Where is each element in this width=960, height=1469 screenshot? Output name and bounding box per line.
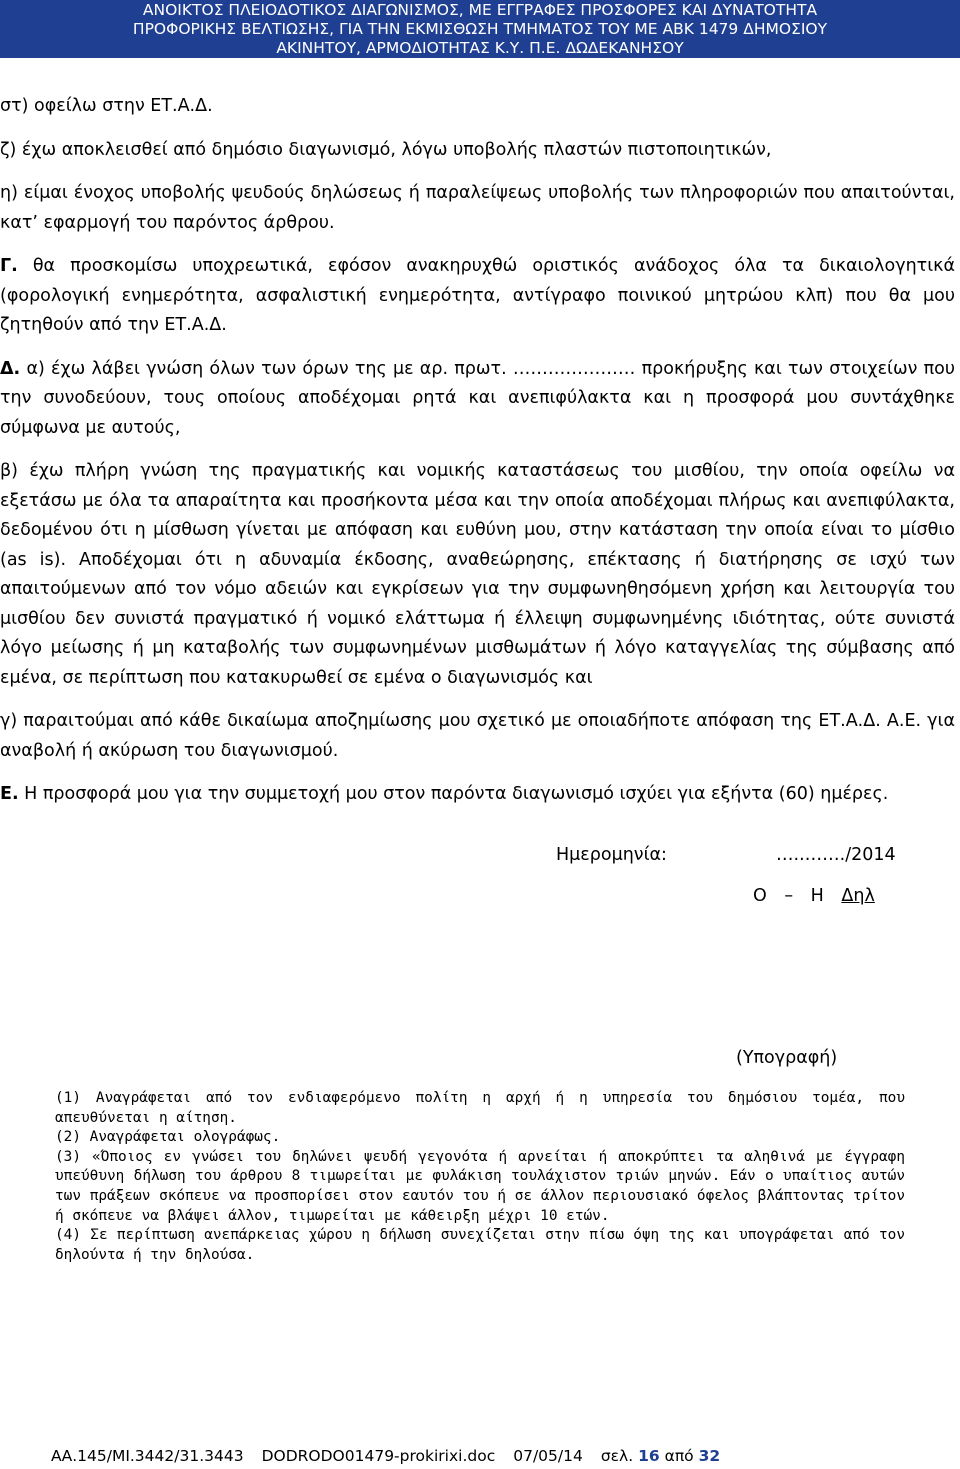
page-footer (51, 1447, 738, 1465)
footnote-2: (2) Αναγράφεται ολογράφως. (55, 1129, 281, 1146)
footnote-3: (3) «Όποιος εν γνώσει του δηλώνει ψευδή γεγονότα ή αρνείται ή αποκρύπτει τα αληθινά με έγγραφη υπεύθυνη δήλωση του άρθρου 8 τιμωρείται με φυλάκιση τουλάχιστον τριών μηνών. Εάν ο υπαίτιος αυτών των πράξεων σκόπευε να προσπορίσει στον εαυτόν του ή σε άλλον περιουσιακό όφελος βλάπτοντας τρίτον ή σκόπευε να βλάψει άλλον, τιμωρείται με κάθειρξη μέχρι 10 ετών. (55, 1148, 905, 1224)
footer-page-mid: από (664, 1447, 694, 1465)
document-body (0, 92, 955, 810)
section-d-a-text: α) έχω λάβει γνώση όλων των όρων της με αρ. πρωτ. ………………… προκήρυξης και των στοιχείων που την συνοδεύουν, τους οποίους αποδέχομαι ρητά και ανεπιφύλακτα και η προσφορά μου συντάχθηκε σύμφωνα με αυτούς, (0, 358, 955, 438)
footer-page-total: 32 (698, 1447, 721, 1465)
section-g (0, 252, 955, 341)
date-line (556, 845, 896, 865)
footer-filename: DODRODO01479-prokirixi.doc (261, 1447, 496, 1465)
clause-h: η) είμαι ένοχος υποβολής ψευδούς δηλώσεως ή παραλείψεως υποβολής των πληροφοριών που απαιτούνται, κατ’ εφαρμογή του παρόντος άρθρου. (0, 183, 955, 233)
clause-d-c: γ) παραιτούμαι από κάθε δικαίωμα αποζημίωσης μου σχετικό με οποιαδήποτε απόφαση της ΕΤ.Α.Δ. Α.Ε. για αναβολή ή ακύρωση του διαγωνισμού. (0, 711, 955, 761)
section-e-heading: Ε. (0, 784, 19, 804)
footer-page (601, 1447, 720, 1465)
signer-link[interactable]: Δηλ (841, 886, 875, 906)
footer-date: 07/05/14 (513, 1447, 583, 1465)
header-line-2: ΠΡΟΦΟΡΙΚΗΣ ΒΕΛΤΙΩΣΗΣ, ΓΙΑ ΤΗΝ ΕΚΜΙΣΘΩΣΗ ΤΜΗΜΑΤΟΣ ΤΟΥ ΜΕ ΑΒΚ 1479 ΔΗΜΟΣΙΟΥ (132, 20, 828, 38)
section-e (0, 780, 955, 810)
footnote-4: (4) Σε περίπτωση ανεπάρκειας χώρου η δήλωση συνεχίζεται στην πίσω όψη της και υπογράφεται από τον δηλούντα ή την δηλούσα. (55, 1227, 905, 1263)
footnotes (55, 1089, 905, 1265)
signer-line (753, 886, 875, 906)
footer-page-number: 16 (638, 1447, 660, 1465)
section-d-heading: Δ. (0, 358, 21, 379)
section-g-heading: Γ. (0, 256, 18, 276)
section-d (0, 355, 955, 444)
clause-z: ζ) έχω αποκλεισθεί από δημόσιο διαγωνισμό, λόγω υποβολής πλαστών πιστοποιητικών, (0, 139, 772, 160)
section-e-text: Η προσφορά μου για την συμμετοχή μου στον παρόντα διαγωνισμό ισχύει για εξήντα (60) ημέρες. (18, 784, 889, 804)
date-label: Ημερομηνία: (556, 845, 667, 865)
footer-ref: ΑΑ.145/ΜΙ.3442/31.3443 (51, 1447, 244, 1465)
date-value: …..……./2014 (776, 845, 896, 865)
document-header (0, 0, 960, 58)
signature-placeholder: (Υπογραφή) (736, 1048, 838, 1068)
clause-d-b: β) έχω πλήρη γνώση της πραγματικής και νομικής καταστάσεως του μισθίου, την οποία οφείλω να εξετάσω με όλα τα απαραίτητα και προσήκοντα μέσα και την οποία αποδέχομαι πλήρως και ανεπιφύλακτα, δεδομένου ότι η μίσθωση γίνεται με απόφαση και ευθύνη μου, στην κατάσταση την οποία είναι το μίσθιο (as is). Αποδέχομαι ότι η αδυναμία έκδοσης, αναθεώρησης, επέκτασης ή διατήρησης σε ισχύ των απαιτούμενων από τον νόμο αδειών και εγκρίσεων για την συμφωνηθησόμενη χρήση και λειτουργία του μισθίου δεν συνιστά πραγματικό ή νομικό ελάττωμα ή έλλειψη συμφωνημένης ιδιότητας, ούτε συνιστά λόγο μείωσης ή μη καταβολής των συμφωνημένων μισθωμάτων ή λόγο καταγγελίας της σύμβασης από εμένα, σε περίπτωση που κατακυρωθεί σε εμένα ο διαγωνισμός και (0, 461, 955, 688)
footnote-1: (1) Αναγράφεται από τον ενδιαφερόμενο πολίτη η αρχή ή η υπηρεσία του δημόσιου τομέα, που απευθύνεται η αίτηση. (55, 1090, 905, 1126)
clause-st: στ) οφείλω στην ΕΤ.Α.Δ. (0, 96, 213, 116)
header-line-3: ΑΚΙΝΗΤΟΥ, ΑΡΜΟΔΙΟΤΗΤΑΣ Κ.Υ. Π.Ε. ΔΩΔΕΚΑΝΗΣΟΥ (276, 39, 684, 57)
header-line-1: ΑΝΟΙΚΤΟΣ ΠΛΕΙΟΔΟΤΙΚΟΣ ΔΙΑΓΩΝΙΣΜΟΣ, ΜΕ ΕΓΓΡΑΦΕΣ ΠΡΟΣΦΟΡΕΣ ΚΑΙ ΔΥΝΑΤΟΤΗΤΑ (142, 1, 818, 19)
footer-page-prefix: σελ. (600, 1447, 634, 1465)
section-g-text: θα προσκομίσω υποχρεωτικά, εφόσον ανακηρυχθώ οριστικός ανάδοχος όλα τα δικαιολογητικά (φορολογική ενημερότητα, ασφαλιστική ενημερότητα, αντίγραφο ποινικού μητρώου κλπ) που θα μου ζητηθούν από την ΕΤ.Α.Δ. (0, 256, 955, 335)
signer-prefix: Ο – Η (753, 886, 824, 906)
